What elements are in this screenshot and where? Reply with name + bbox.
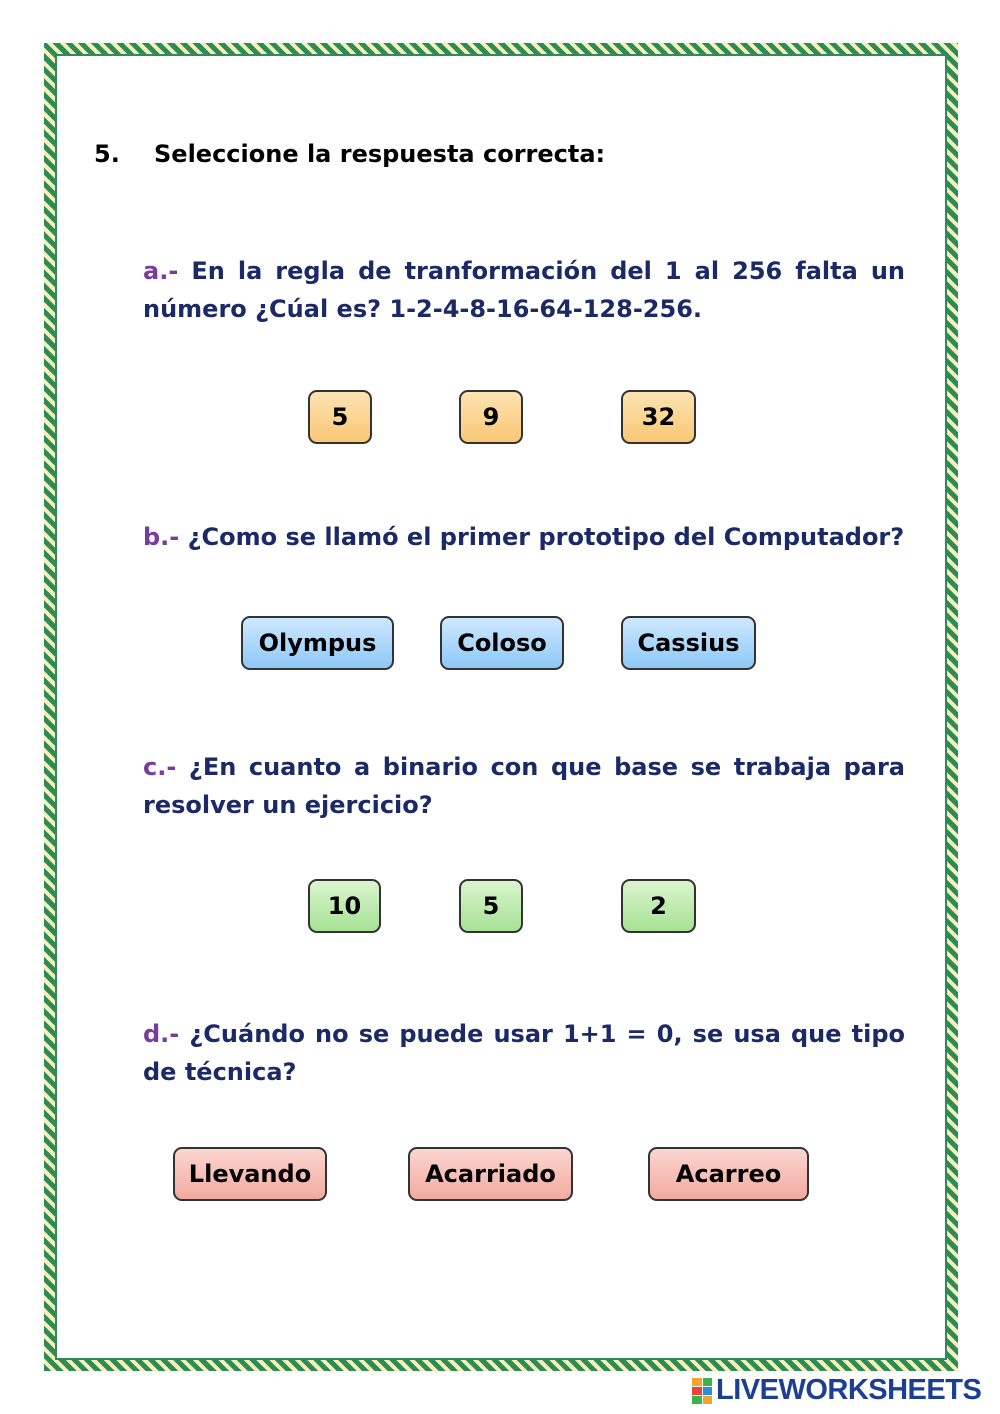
answer-option[interactable]: 9 xyxy=(459,390,523,444)
question-text: En la regla de tranformación del 1 al 256 falta un número ¿Cúal es? 1-2-4-8-16-64-128-256. xyxy=(143,257,905,323)
liveworksheets-logo xyxy=(692,1374,981,1407)
answer-option[interactable]: 5 xyxy=(459,879,523,933)
answer-option[interactable]: Olympus xyxy=(241,616,394,670)
question-d xyxy=(143,1015,905,1091)
exercise-number: 5. xyxy=(94,140,120,168)
answer-option[interactable]: Llevando xyxy=(173,1147,327,1201)
question-letter: c.- xyxy=(143,753,177,781)
question-letter: a.- xyxy=(143,257,179,285)
liveworksheets-logo-icon xyxy=(692,1378,712,1404)
question-a xyxy=(143,252,905,328)
answer-option[interactable]: 2 xyxy=(621,879,696,933)
answer-option[interactable]: Acarriado xyxy=(408,1147,573,1201)
exercise-instruction: Seleccione la respuesta correcta: xyxy=(154,140,606,168)
answer-option[interactable]: Acarreo xyxy=(648,1147,809,1201)
exercise-heading xyxy=(94,140,605,168)
answer-option[interactable]: 32 xyxy=(621,390,696,444)
question-text: ¿Cuándo no se puede usar 1+1 = 0, se usa que tipo de técnica? xyxy=(143,1020,906,1086)
question-b xyxy=(143,518,905,556)
answer-option[interactable]: 10 xyxy=(308,879,381,933)
question-letter: d.- xyxy=(143,1020,180,1048)
answer-option[interactable]: Coloso xyxy=(440,616,564,670)
question-letter: b.- xyxy=(143,523,180,551)
answer-option[interactable]: 5 xyxy=(308,390,372,444)
question-text: ¿Como se llamó el primer prototipo del Computador? xyxy=(187,523,905,551)
logo-text: LIVEWORKSHEETS xyxy=(716,1374,982,1406)
question-c xyxy=(143,748,905,824)
answer-option[interactable]: Cassius xyxy=(621,616,756,670)
question-text: ¿En cuanto a binario con que base se trabaja para resolver un ejercicio? xyxy=(143,753,905,819)
